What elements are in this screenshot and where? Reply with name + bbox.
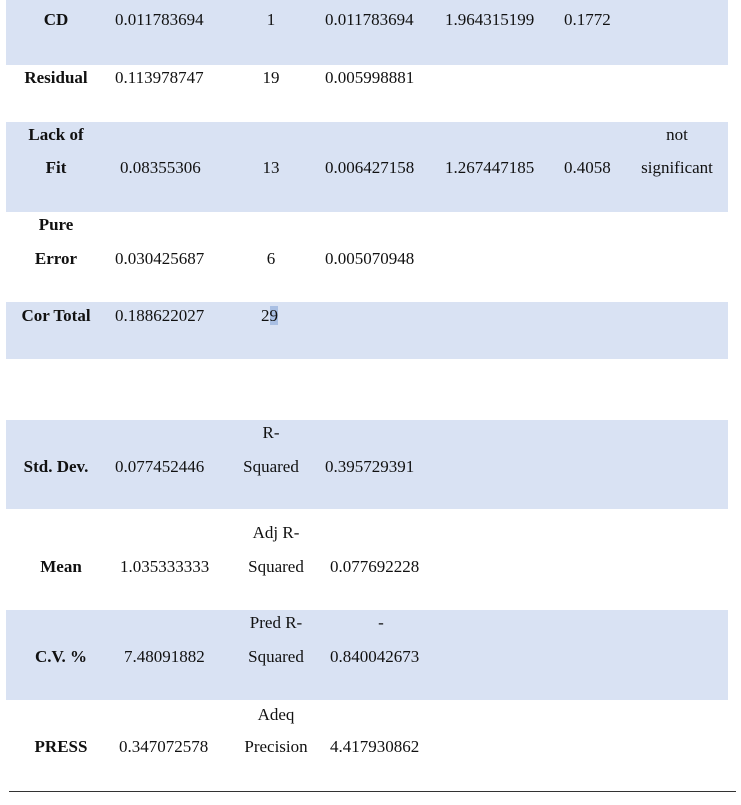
stat-name-value: 4.417930862: [330, 737, 420, 756]
p-value: 0.4058: [564, 158, 611, 177]
significance-note-line1: not: [666, 125, 688, 144]
stat-value: 7.48091882: [124, 647, 205, 666]
negative-sign: -: [378, 613, 384, 632]
stat-label: C.V. %: [34, 647, 88, 666]
mean-square: 0.006427158: [325, 158, 415, 177]
stat-name-line2: Squared: [248, 647, 304, 666]
degrees-of-freedom: [261, 307, 278, 324]
row-source-line2: Error: [34, 249, 78, 268]
stat-value: 0.347072578: [119, 737, 209, 756]
mean-square: 0.011783694: [325, 10, 414, 29]
stat-label: Std. Dev.: [23, 457, 89, 476]
f-value: 1.964315199: [445, 10, 535, 29]
stat-name-line2: Squared: [248, 557, 304, 576]
f-value: 1.267447185: [445, 158, 535, 177]
stat-value: 0.077452446: [115, 457, 205, 476]
row-source-line1: Lack of: [28, 125, 84, 144]
stat-label: Mean: [40, 557, 82, 576]
sum-of-squares: 0.030425687: [115, 249, 205, 268]
row-source: Cor Total: [21, 306, 91, 325]
row-source: CD: [43, 10, 69, 29]
sum-of-squares: 0.188622027: [115, 306, 205, 325]
stat-name-line1: Pred R-: [249, 613, 303, 632]
stat-name-value: 0.077692228: [330, 557, 420, 576]
mean-square: 0.005998881: [325, 68, 415, 87]
selected-text-highlight: 9: [269, 306, 278, 325]
stat-name-line2: Precision: [244, 737, 308, 756]
stat-name-line1: Adeq: [257, 705, 295, 724]
stat-label: PRESS: [34, 737, 88, 756]
degrees-of-freedom: 1: [266, 10, 276, 29]
row-source-line2: Fit: [45, 158, 67, 177]
row-source-line1: Pure: [38, 215, 74, 234]
sum-of-squares: 0.011783694: [115, 10, 204, 29]
stat-name-line1: R-: [262, 423, 280, 442]
sum-of-squares: 0.08355306: [120, 158, 201, 177]
degrees-of-freedom: 6: [266, 249, 276, 268]
significance-note-line2: significant: [641, 158, 713, 177]
bottom-rule: [9, 791, 736, 792]
mean-square: 0.005070948: [325, 249, 415, 268]
degrees-of-freedom: 13: [262, 158, 280, 177]
stat-name-line2: Squared: [243, 457, 299, 476]
stat-name-value: 0.395729391: [325, 457, 415, 476]
df-digit: 2: [261, 306, 270, 325]
sum-of-squares: 0.113978747: [115, 68, 204, 87]
stat-value: 1.035333333: [120, 557, 210, 576]
stat-name-value: 0.840042673: [330, 647, 420, 666]
stat-name-line1: Adj R-: [252, 523, 300, 542]
degrees-of-freedom: 19: [262, 68, 280, 87]
row-source: Residual: [24, 68, 88, 87]
p-value: 0.1772: [564, 10, 611, 29]
